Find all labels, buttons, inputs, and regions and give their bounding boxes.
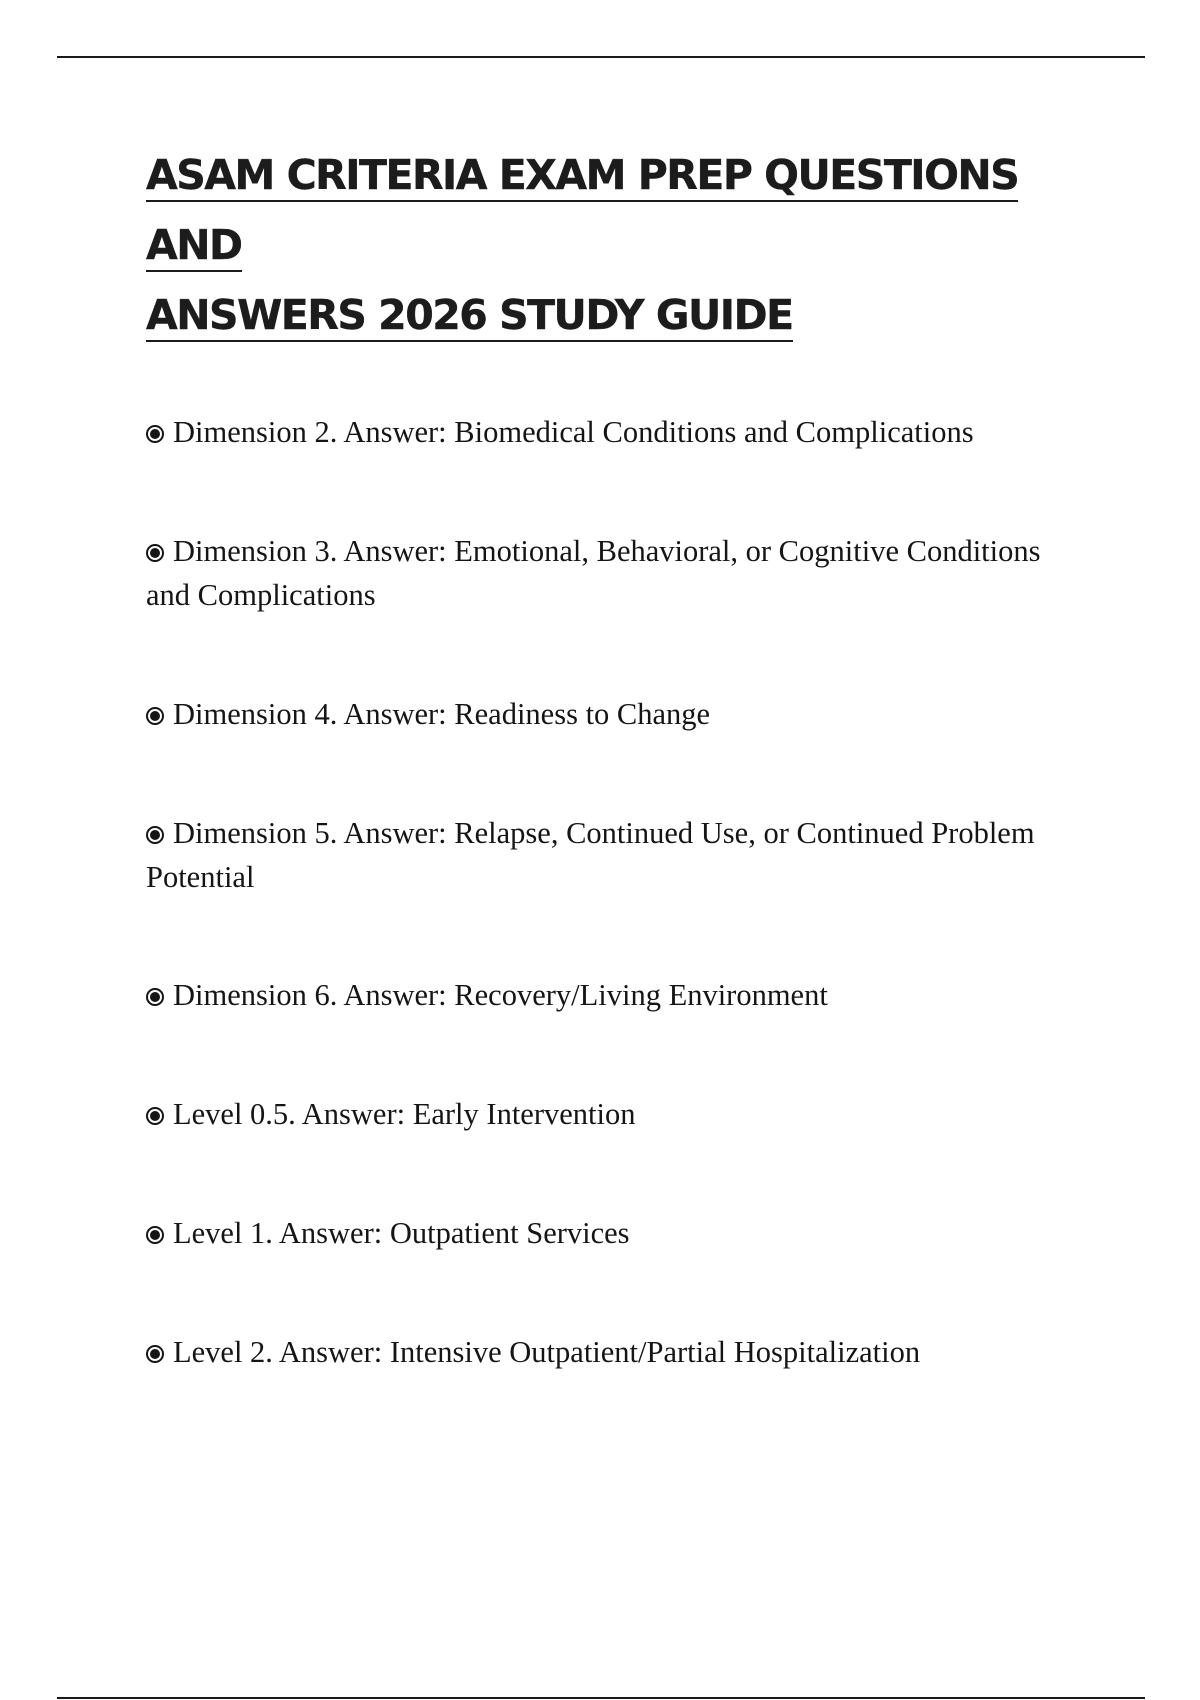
bullet-icon <box>146 1345 164 1363</box>
qa-question: Level 2. <box>173 1335 273 1369</box>
qa-item-dimension-3 <box>146 529 1066 617</box>
bullet-icon <box>146 826 164 844</box>
qa-question: Dimension 6. <box>173 978 338 1012</box>
qa-question: Dimension 5. <box>173 816 338 850</box>
page-title-line-1: ASAM CRITERIA EXAM PREP QUESTIONS AND <box>146 151 1018 272</box>
qa-answer: Outpatient Services <box>389 1216 630 1250</box>
qa-item-level-0-5 <box>146 1092 1066 1136</box>
bullet-icon <box>146 544 164 562</box>
qa-question: Dimension 4. <box>173 697 338 731</box>
qa-item-dimension-4 <box>146 692 1066 736</box>
top-rule <box>57 56 1145 58</box>
qa-answer: Early Intervention <box>412 1097 636 1131</box>
page-title-line-2: ANSWERS 2026 STUDY GUIDE <box>146 291 793 342</box>
qa-answer: Biomedical Conditions and Complications <box>454 415 974 449</box>
qa-item-dimension-5 <box>146 811 1066 899</box>
bullet-icon <box>146 425 164 443</box>
bullet-icon <box>146 707 164 725</box>
qa-answer-label: Answer: <box>343 697 447 731</box>
qa-answer-label: Answer: <box>301 1097 406 1131</box>
qa-item-dimension-6 <box>146 973 1066 1017</box>
qa-question: Level 0.5. <box>173 1097 296 1131</box>
bullet-icon <box>146 1107 164 1125</box>
qa-answer: Recovery/Living Environment <box>454 978 828 1012</box>
qa-item-level-1 <box>146 1211 1066 1255</box>
qa-question: Dimension 3. <box>173 534 338 568</box>
qa-answer: Emotional, Behavioral, or Cognitive Conditions and Complications <box>146 534 1041 612</box>
qa-item-dimension-2 <box>146 410 1066 454</box>
qa-answer-label: Answer: <box>278 1216 383 1250</box>
page-title <box>146 140 1096 350</box>
bullet-icon <box>146 1226 164 1244</box>
bottom-rule <box>57 1697 1145 1699</box>
qa-answer-label: Answer: <box>343 978 447 1012</box>
qa-answer: Relapse, Continued Use, or Continued Problem Potential <box>146 816 1035 894</box>
qa-answer-label: Answer: <box>343 816 447 850</box>
qa-answer: Readiness to Change <box>454 697 711 731</box>
qa-answer-label: Answer: <box>278 1335 383 1369</box>
qa-answer: Intensive Outpatient/Partial Hospitalization <box>389 1335 921 1369</box>
bullet-icon <box>146 988 164 1006</box>
qa-item-level-2 <box>146 1330 1066 1374</box>
qa-answer-label: Answer: <box>343 534 447 568</box>
qa-question: Dimension 2. <box>173 415 338 449</box>
qa-answer-label: Answer: <box>343 415 447 449</box>
qa-question: Level 1. <box>173 1216 273 1250</box>
